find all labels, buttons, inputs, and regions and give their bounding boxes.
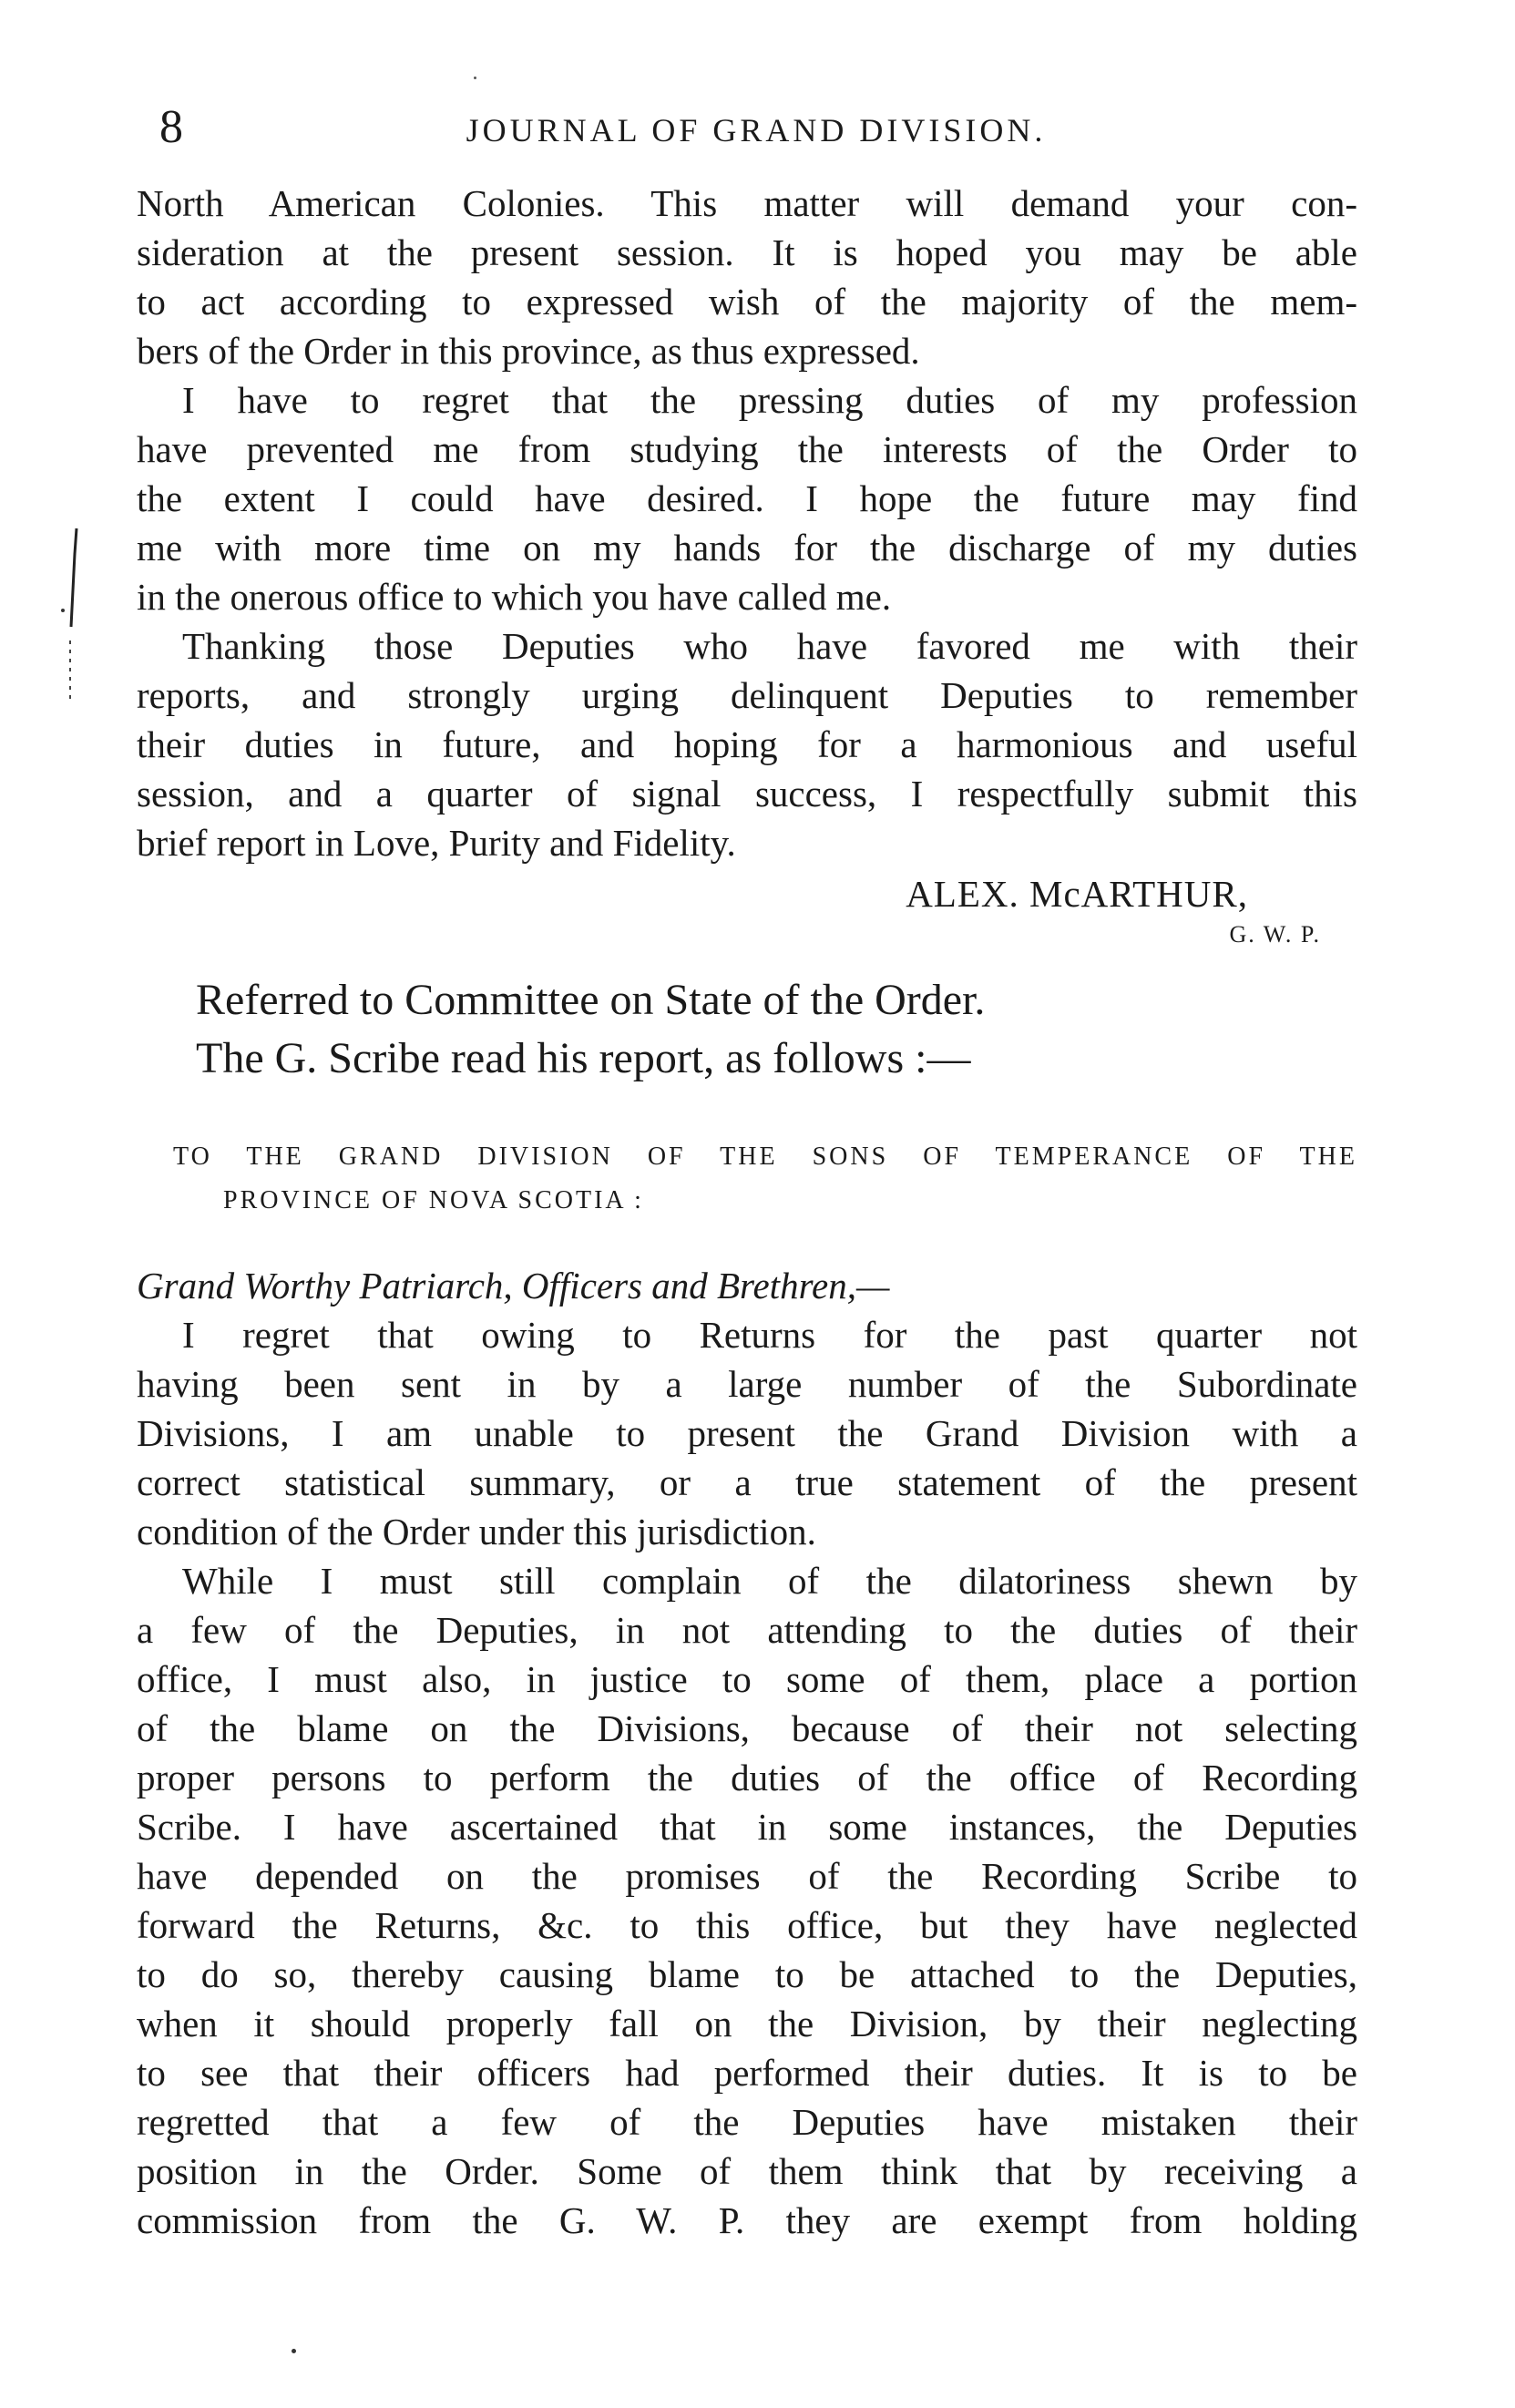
- text-line: bers of the Order in this province, as thus expressed.: [137, 330, 920, 372]
- page-number: 8: [159, 101, 183, 153]
- running-head: JOURNAL OF GRAND DIVISION.: [466, 112, 1047, 149]
- page-header: [159, 100, 1353, 164]
- text-line: proper persons to perform the duties of the office of Recording: [137, 1757, 1357, 1798]
- text-line: to see that their officers had performed their duties. It is to be: [137, 2052, 1357, 2094]
- text-line: to act according to expressed wish of the majority of the mem-: [137, 281, 1357, 323]
- paragraph-regret: [137, 375, 1357, 621]
- text-line: the extent I could have desired. I hope the future may find: [137, 477, 1357, 519]
- text-line: having been sent in by a large number of the Subordinate: [137, 1363, 1357, 1405]
- text-line: to do so, thereby causing blame to be attached to the Deputies,: [137, 1953, 1357, 1995]
- text-line: in the onerous office to which you have called me.: [137, 576, 892, 618]
- text-line: I regret that owing to Returns for the past quarter not: [182, 1314, 1357, 1356]
- margin-pencil-mark: [60, 527, 87, 709]
- text-line: office, I must also, in justice to some of them, place a portion: [137, 1658, 1357, 1700]
- signature-name: ALEX. McARTHUR,: [906, 873, 1248, 915]
- text-line: condition of the Order under this jurisdiction.: [137, 1511, 816, 1552]
- text-line: Divisions, I am unable to present the Grand Division with a: [137, 1412, 1357, 1454]
- text-line: reports, and strongly urging delinquent Deputies to remember: [137, 674, 1357, 716]
- paragraph-returns: [137, 1310, 1357, 1556]
- text-line: their duties in future, and hoping for a harmonious and useful: [137, 723, 1357, 765]
- text-line: have depended on the promises of the Recording Scribe to: [137, 1855, 1357, 1897]
- text-line: me with more time on my hands for the discharge of my duties: [137, 527, 1357, 569]
- text-line: position in the Order. Some of them think that by receiving a: [137, 2150, 1357, 2192]
- ink-speck: [292, 2349, 296, 2353]
- document-body: [137, 179, 1357, 2245]
- text-line: Thanking those Deputies who have favored me with their: [182, 625, 1357, 667]
- text-line: North American Colonies. This matter will demand your con-: [137, 182, 1357, 224]
- address-line: PROVINCE OF NOVA SCOTIA :: [223, 1186, 644, 1214]
- scribe-report-intro: The G. Scribe read his report, as follows :—: [196, 1034, 971, 1082]
- text-line: Scribe. I have ascertained that in some instances, the Deputies: [137, 1806, 1357, 1848]
- salutation: Grand Worthy Patriarch, Officers and Brethren,—: [137, 1265, 890, 1306]
- text-line: correct statistical summary, or a true statement of the present: [137, 1461, 1357, 1503]
- text-line: sideration at the present session. It is hoped you may be able: [137, 231, 1357, 273]
- signature-title: G. W. P.: [1229, 921, 1321, 948]
- text-line: brief report in Love, Purity and Fidelity.: [137, 822, 736, 864]
- paragraph-thanking: [137, 621, 1357, 867]
- text-line: commission from the G. W. P. they are exempt from holding: [137, 2199, 1357, 2241]
- text-line: when it should properly fall on the Division, by their neglecting: [137, 2003, 1357, 2044]
- paragraph-continuation: [137, 179, 1357, 375]
- text-line: have prevented me from studying the interests of the Order to: [137, 428, 1357, 470]
- text-line: a few of the Deputies, in not attending to the duties of their: [137, 1609, 1357, 1651]
- text-line: I have to regret that the pressing duties of my profession: [182, 379, 1357, 421]
- text-line: regretted that a few of the Deputies have mistaken their: [137, 2101, 1357, 2143]
- text-line: session, and a quarter of signal success, I respectfully submit this: [137, 773, 1357, 815]
- referred-note: Referred to Committee on State of the Order.: [196, 976, 986, 1024]
- text-line: of the blame on the Divisions, because of their not selecting: [137, 1707, 1357, 1749]
- text-line: While I must still complain of the dilatoriness shewn by: [182, 1560, 1357, 1602]
- ink-speck: [474, 77, 476, 79]
- text-line: forward the Returns, &c. to this office, but they have neglected: [137, 1904, 1357, 1946]
- paragraph-deputies: [137, 1556, 1357, 2245]
- address-line: TO THE GRAND DIVISION OF THE SONS OF TEMPERANCE OF THE: [173, 1143, 1357, 1171]
